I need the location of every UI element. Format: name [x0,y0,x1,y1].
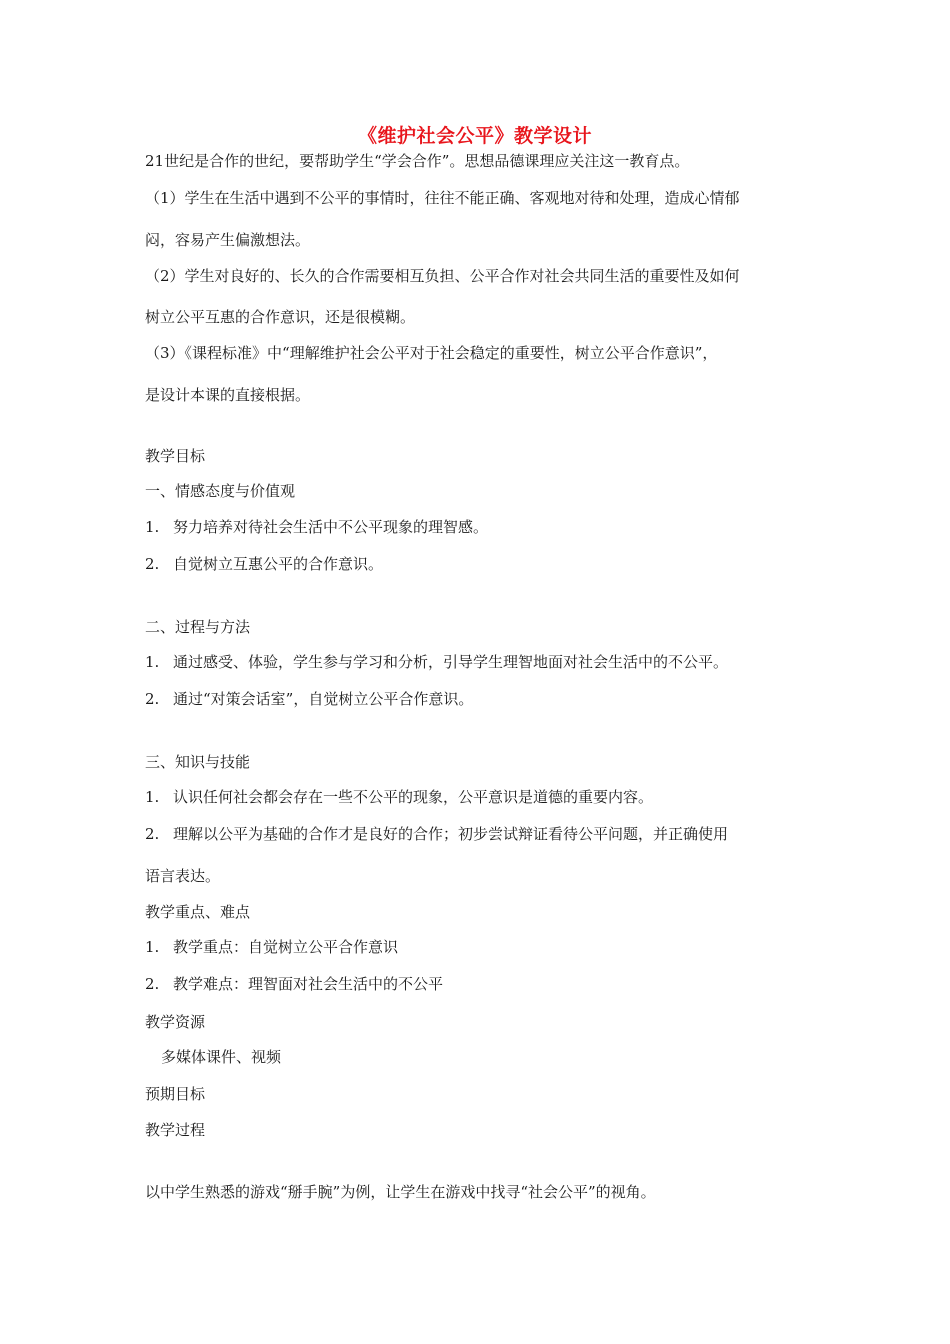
list-number: 2. [145,825,160,843]
intro-point-3-line-1: （3）《课程标准》中“理解维护社会公平对于社会稳定的重要性，树立公平合作意识”， [145,344,718,362]
list-number: 1. [145,653,160,671]
list-item [145,787,653,807]
list-text: 教学重点：自觉树立公平合作意识 [173,938,399,956]
list-item-continuation: 语言表达。 [145,867,221,885]
objectives-heading: 教学目标 [145,447,206,465]
list-text: 自觉树立互惠公平的合作意识。 [173,555,384,573]
section-heading-knowledge-skills: 三、知识与技能 [145,753,251,771]
list-number: 1. [145,518,160,536]
resources-text: 多媒体课件、视频 [161,1048,282,1066]
section-heading-process-methods: 二、过程与方法 [145,618,251,636]
list-number: 2. [145,555,160,573]
list-item [145,824,728,844]
list-text: 理解以公平为基础的合作才是良好的合作；初步尝试辩证看待公平问题，并正确使用 [173,825,729,843]
intro-point-3-line-2: 是设计本课的直接根据。 [145,386,311,404]
expected-heading: 预期目标 [145,1085,206,1103]
intro-point-1-line-2: 闷，容易产生偏激想法。 [145,231,311,249]
intro-point-2-line-2: 树立公平互惠的合作意识，还是很模糊。 [145,308,416,326]
list-item [145,554,383,574]
list-number: 1. [145,938,160,956]
list-item [145,689,473,709]
document-title: 《维护社会公平》教学设计 [357,125,592,147]
list-text: 认识任何社会都会存在一些不公平的现象，公平意识是道德的重要内容。 [173,788,654,806]
keypoints-heading: 教学重点、难点 [145,903,251,921]
list-number: 1. [145,788,160,806]
intro-line: 21世纪是合作的世纪，要帮助学生“学会合作”。思想品德课理应关注这一教育点。 [145,152,690,170]
list-number: 2. [145,975,160,993]
list-number: 2. [145,690,160,708]
list-item [145,974,443,994]
list-text: 努力培养对待社会生活中不公平现象的理智感。 [173,518,489,536]
list-text: 教学难点：理智面对社会生活中的不公平 [173,975,444,993]
resources-heading: 教学资源 [145,1013,206,1031]
list-text: 通过“对策会话室”，自觉树立公平合作意识。 [173,690,474,708]
intro-point-1-line-1: （1）学生在生活中遇到不公平的事情时，往往不能正确、客观地对待和处理，造成心情郁 [145,189,740,207]
process-text: 以中学生熟悉的游戏“掰手腕”为例，让学生在游戏中找寻“社会公平”的视角。 [145,1183,656,1201]
section-heading-attitudes: 一、情感态度与价值观 [145,482,296,500]
intro-point-2-line-1: （2）学生对良好的、长久的合作需要相互负担、公平合作对社会共同生活的重要性及如何 [145,267,740,285]
list-item [145,937,398,957]
process-heading: 教学过程 [145,1121,206,1139]
list-item [145,517,488,537]
list-text: 通过感受、体验，学生参与学习和分析，引导学生理智地面对社会生活中的不公平。 [173,653,729,671]
list-item [145,652,728,672]
